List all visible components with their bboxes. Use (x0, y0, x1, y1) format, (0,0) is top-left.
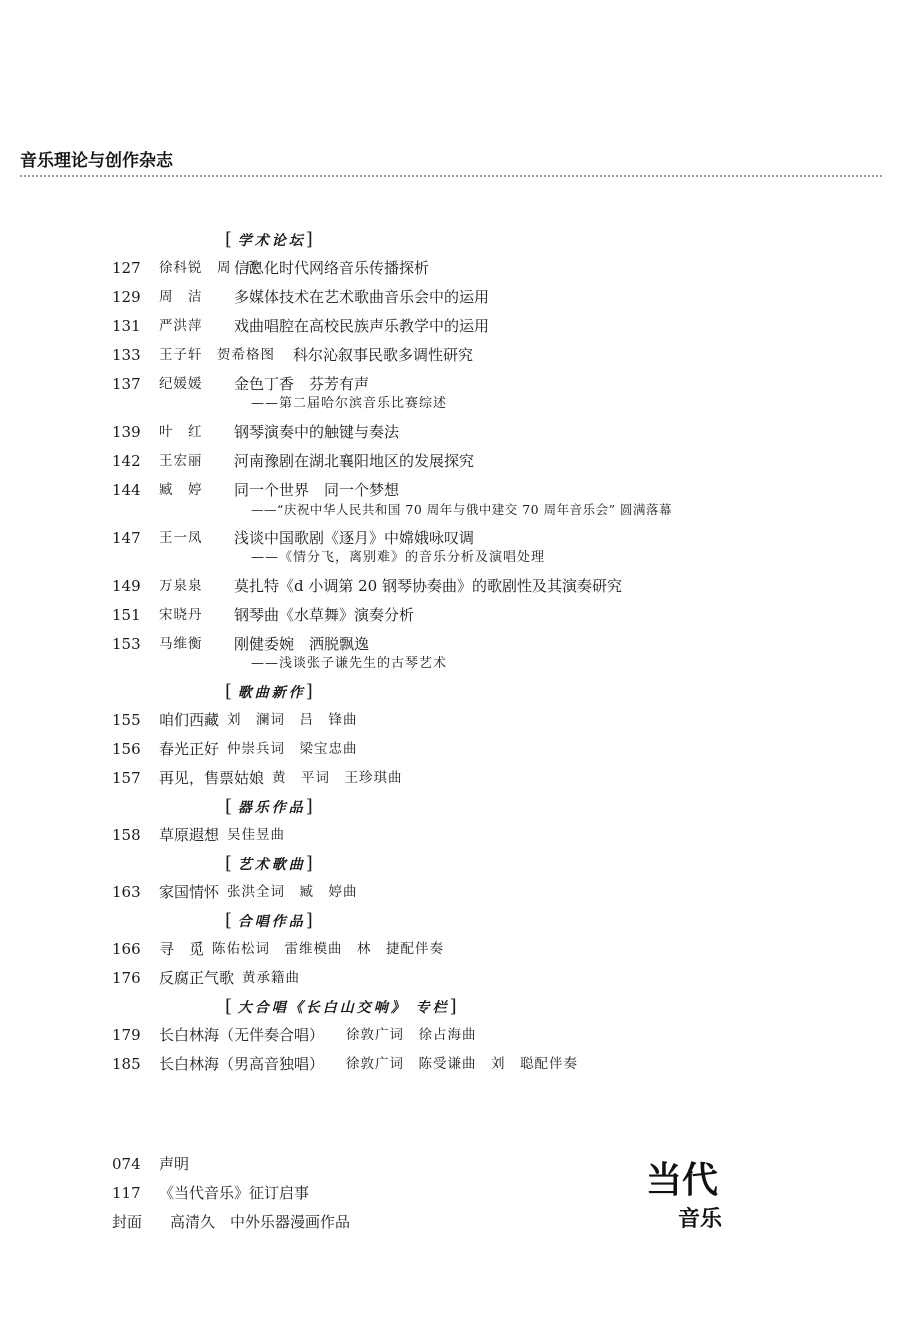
article-title: 信息化时代网络音乐传播探析 (234, 259, 430, 277)
author: 王一凤 (159, 530, 203, 546)
article-title: 刚健委婉 洒脱飘逸 (234, 635, 370, 653)
logo-line2: 音乐 (678, 1206, 723, 1232)
logo-line1: 当代 (646, 1159, 719, 1201)
article-title: 多媒体技术在艺术歌曲音乐会中的运用 (234, 288, 490, 306)
article-title: 河南豫剧在湖北襄阳地区的发展探究 (234, 452, 475, 470)
toc-entry[interactable] (112, 1021, 872, 1050)
section-heading-instrumental: [ 器乐作品] (225, 796, 313, 817)
work-credits: 仲崇兵词 梁宝忠曲 (227, 741, 358, 757)
toc-entry[interactable] (112, 1208, 612, 1237)
toc-entry[interactable] (112, 821, 872, 850)
author: 王子轩 贺希格图 (159, 347, 275, 363)
section-heading-academic: [ 学术论坛] (225, 229, 313, 250)
item-title: 高清久 中外乐器漫画作品 (170, 1213, 351, 1231)
page-number: 139 (112, 423, 141, 441)
page-number: 156 (112, 740, 141, 758)
work-credits: 陈佑松词 雷维模曲 林 捷配伴奏 (212, 941, 445, 957)
page-number: 137 (112, 375, 141, 393)
author: 万泉泉 (159, 578, 203, 594)
article-title: 钢琴演奏中的触键与奏法 (234, 423, 400, 441)
toc-entry[interactable] (112, 341, 872, 370)
page-number: 144 (112, 481, 141, 499)
article-title: 戏曲唱腔在高校民族声乐教学中的运用 (234, 317, 490, 335)
work-credits: 黄承籍曲 (242, 970, 301, 986)
page-number: 155 (112, 711, 141, 729)
work-title: 长白林海（无伴奏合唱） (159, 1026, 325, 1044)
page-number: 157 (112, 769, 141, 787)
article-subtitle: ——“庆祝中华人民共和国 70 周年与俄中建交 70 周年音乐会” 圆满落幕 (251, 502, 672, 517)
journal-header: 音乐理论与创作杂志 (20, 151, 173, 171)
article-title: 同一个世界 同一个梦想 (234, 481, 400, 499)
toc-entry[interactable] (112, 447, 872, 476)
article-title: 金色丁香 芬芳有声 (234, 375, 370, 393)
article-title: 钢琴曲《水草舞》演奏分析 (234, 606, 415, 624)
work-title: 反腐正气歌 (159, 969, 235, 987)
author: 臧 婷 (159, 482, 203, 498)
page-number: 151 (112, 606, 141, 624)
page-number: 153 (112, 635, 141, 653)
section-heading-choral: [ 合唱作品] (225, 910, 313, 931)
page-number: 117 (112, 1184, 141, 1202)
page-number: 176 (112, 969, 141, 987)
page-number: 158 (112, 826, 141, 844)
author: 马维衡 (159, 636, 203, 652)
author: 徐科锐 周 欣 (159, 260, 261, 276)
work-credits: 黄 平词 王珍琪曲 (272, 770, 403, 786)
work-title: 草原遐想 (159, 826, 220, 844)
section-heading-cantata-column: [ 大合唱《长白山交响》 专栏] (225, 996, 457, 1017)
item-title: 《当代音乐》征订启事 (159, 1184, 310, 1202)
author: 严洪萍 (159, 318, 203, 334)
work-title: 长白林海（男高音独唱） (159, 1055, 325, 1073)
header-divider (20, 175, 882, 177)
article-title: 科尔沁叙事民歌多调性研究 (293, 346, 474, 364)
page-number: 133 (112, 346, 141, 364)
author: 叶 红 (159, 424, 203, 440)
toc-entry[interactable] (112, 1179, 612, 1208)
toc-entry[interactable] (112, 283, 872, 312)
page-number: 129 (112, 288, 141, 306)
table-of-contents (112, 226, 872, 1079)
work-credits: 张洪全词 臧 婷曲 (227, 884, 358, 900)
work-credits: 刘 澜词 吕 锋曲 (227, 712, 358, 728)
toc-entry[interactable] (112, 254, 872, 283)
article-subtitle: ——第二届哈尔滨音乐比赛综述 (251, 396, 448, 411)
toc-entry[interactable] (112, 1050, 872, 1079)
magazine-logo (644, 1156, 740, 1232)
toc-entry[interactable] (112, 706, 872, 735)
toc-entry[interactable] (112, 878, 872, 907)
toc-entry[interactable] (112, 964, 872, 993)
section-heading-new-songs: [ 歌曲新作] (225, 681, 313, 702)
page-number: 179 (112, 1026, 141, 1044)
author: 宋晓丹 (159, 607, 203, 623)
work-title: 咱们西藏 (159, 711, 220, 729)
other-items (112, 1150, 612, 1237)
page-number: 163 (112, 883, 141, 901)
page-number: 131 (112, 317, 141, 335)
work-credits: 吴佳昱曲 (227, 827, 286, 843)
toc-entry[interactable] (112, 312, 872, 341)
page-number: 149 (112, 577, 141, 595)
work-title: 春光正好 (159, 740, 220, 758)
page-number: 封面 (112, 1213, 143, 1231)
work-title: 寻 觅 (159, 940, 205, 958)
work-title: 家国情怀 (159, 883, 220, 901)
page-number: 185 (112, 1055, 141, 1073)
article-title: 浅谈中国歌剧《逐月》中嫦娥咏叹调 (234, 529, 475, 547)
work-title: 再见，售票姑娘 (159, 769, 265, 787)
toc-entry[interactable] (112, 601, 872, 630)
toc-entry[interactable] (112, 935, 872, 964)
item-title: 声明 (159, 1155, 190, 1173)
page-number: 142 (112, 452, 141, 470)
page-number: 147 (112, 529, 141, 547)
toc-entry[interactable] (112, 764, 872, 793)
work-credits: 徐敦广词 陈受谦曲 刘 聪配伴奏 (346, 1056, 579, 1072)
page-number: 074 (112, 1155, 141, 1173)
article-subtitle: ——浅谈张子谦先生的古琴艺术 (251, 656, 448, 671)
section-heading-art-songs: [ 艺术歌曲] (225, 853, 313, 874)
author: 王宏丽 (159, 453, 203, 469)
toc-entry[interactable] (112, 572, 872, 601)
author: 周 洁 (159, 289, 203, 305)
toc-entry[interactable] (112, 418, 872, 447)
article-title: 莫扎特《d 小调第 20 钢琴协奏曲》的歌剧性及其演奏研究 (234, 577, 622, 595)
work-credits: 徐敦广词 徐占海曲 (346, 1027, 477, 1043)
page-number: 127 (112, 259, 141, 277)
toc-entry[interactable] (112, 1150, 612, 1179)
author: 纪媛媛 (159, 376, 203, 392)
toc-entry[interactable] (112, 735, 872, 764)
article-subtitle: ——《情分飞，离别难》的音乐分析及演唱处理 (251, 550, 546, 565)
page-number: 166 (112, 940, 141, 958)
